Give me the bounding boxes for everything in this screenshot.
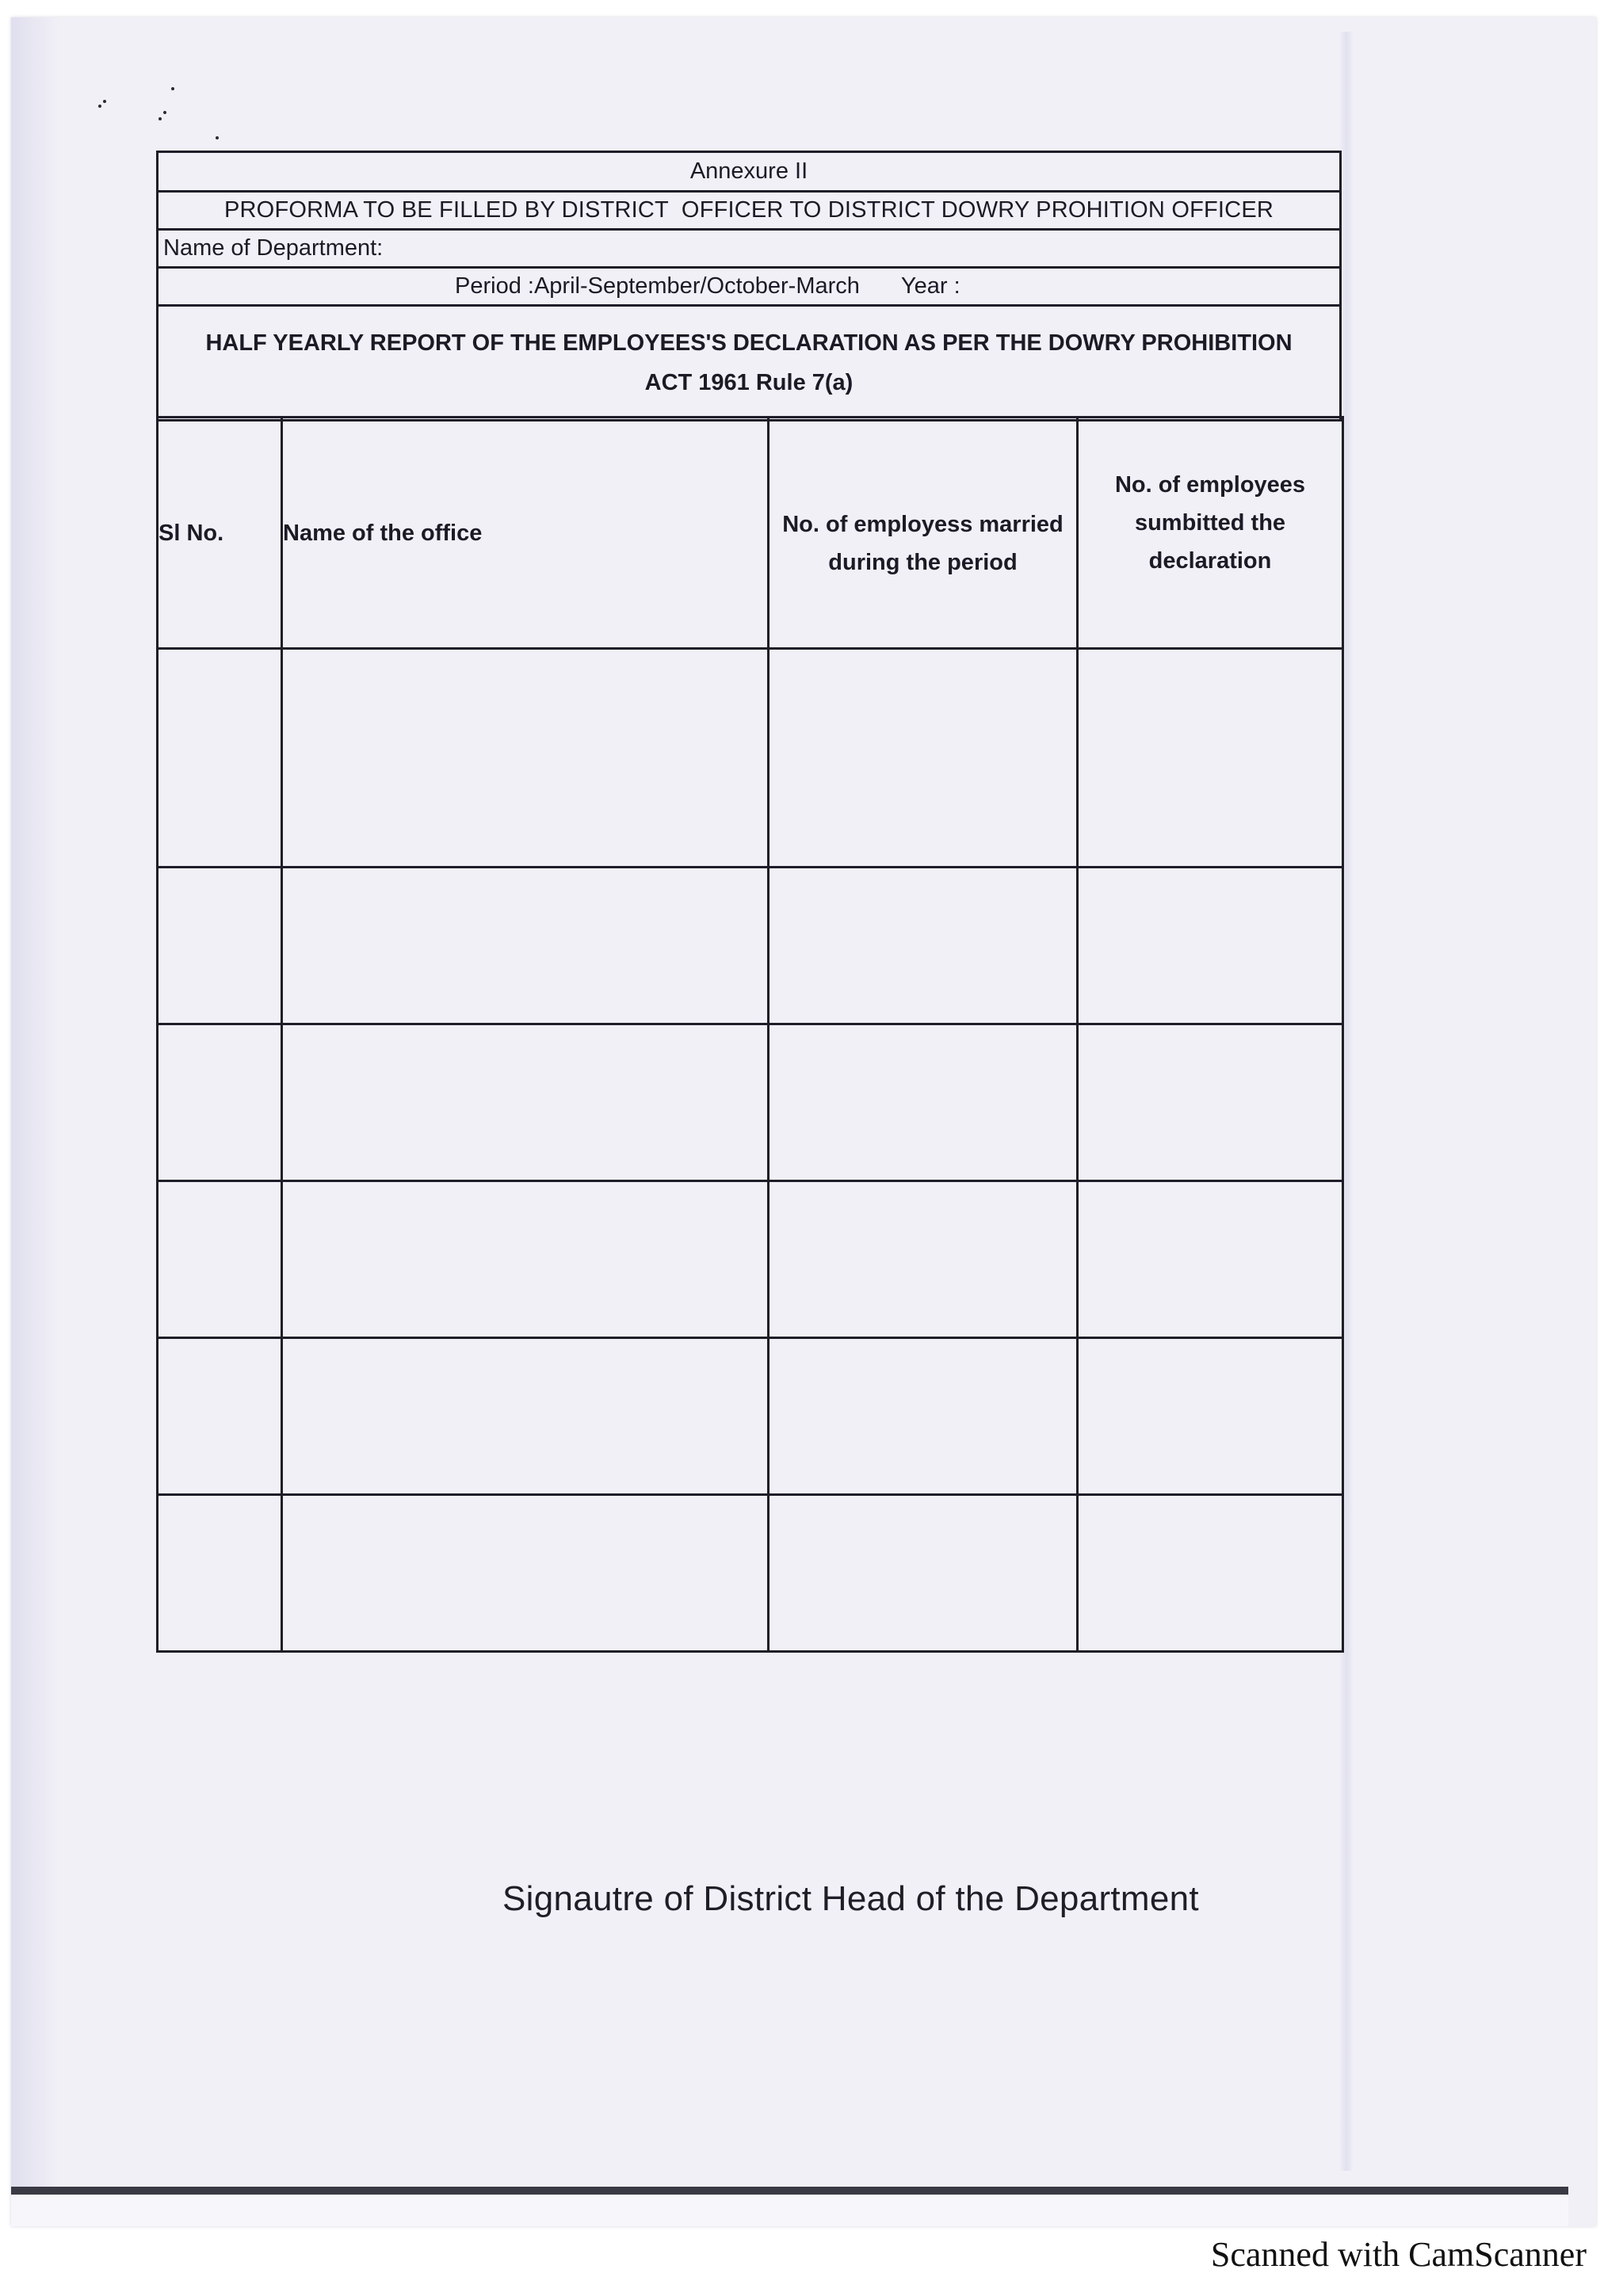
- proforma-row: [158, 193, 1339, 231]
- table-cell-declared[interactable]: [1078, 1181, 1343, 1338]
- table-cell-declared[interactable]: [1078, 649, 1343, 868]
- report-table: [156, 416, 1344, 1653]
- paper-bottom-edge: [11, 2187, 1568, 2195]
- table-row: [158, 649, 1343, 868]
- period-label: Period :April-September/October-March: [455, 273, 860, 299]
- period-row[interactable]: [158, 269, 1339, 307]
- table-cell-declared[interactable]: [1078, 1338, 1343, 1495]
- department-row[interactable]: [158, 231, 1339, 269]
- report-title-row: [158, 307, 1339, 419]
- speck: [98, 105, 101, 108]
- proforma-title: PROFORMA TO BE FILLED BY DISTRICT OFFICER TO DISTRICT DOWRY PROHITION OFFICER: [224, 197, 1274, 223]
- table-cell-sl-no[interactable]: [158, 1024, 282, 1181]
- table-cell-married[interactable]: [769, 1495, 1078, 1652]
- table-cell-married[interactable]: [769, 1338, 1078, 1495]
- table-cell-married[interactable]: [769, 868, 1078, 1024]
- table-cell-office-name[interactable]: [282, 649, 769, 868]
- table-row: [158, 1338, 1343, 1495]
- column-header-married-text: No. of employess married during the period: [782, 511, 1064, 575]
- table-cell-office-name[interactable]: [282, 868, 769, 1024]
- speck: [171, 87, 174, 90]
- table-row: [158, 868, 1343, 1024]
- table-header-row: [158, 418, 1343, 649]
- table-cell-sl-no[interactable]: [158, 649, 282, 868]
- annexure-row: [158, 153, 1339, 193]
- paper-underlay: [11, 2195, 1568, 2226]
- speck: [163, 111, 166, 114]
- table-cell-sl-no[interactable]: [158, 1495, 282, 1652]
- table-cell-married[interactable]: [769, 649, 1078, 868]
- table-cell-sl-no[interactable]: [158, 868, 282, 1024]
- table-cell-office-name[interactable]: [282, 1495, 769, 1652]
- column-header-declared: [1078, 418, 1343, 649]
- table-cell-declared[interactable]: [1078, 1495, 1343, 1652]
- proforma-header-block: [156, 151, 1342, 421]
- report-title-line1: HALF YEARLY REPORT OF THE EMPLOYEES'S DECLARATION AS PER THE DOWRY PROHIBITION: [205, 330, 1293, 356]
- table-cell-declared[interactable]: [1078, 868, 1343, 1024]
- table-row: [158, 1024, 1343, 1181]
- speck: [103, 100, 106, 103]
- table-cell-office-name[interactable]: [282, 1024, 769, 1181]
- table-row: [158, 1181, 1343, 1338]
- speck: [158, 117, 162, 120]
- department-label: Name of Department:: [163, 235, 384, 261]
- table-cell-declared[interactable]: [1078, 1024, 1343, 1181]
- report-table-container: [156, 416, 1342, 1653]
- report-title-line2: ACT 1961 Rule 7(a): [644, 370, 854, 395]
- column-header-office-name: Name of the office: [282, 418, 769, 649]
- column-header-sl-no: Sl No.: [158, 418, 282, 649]
- speck: [216, 136, 219, 139]
- table-cell-office-name[interactable]: [282, 1181, 769, 1338]
- table-cell-sl-no[interactable]: [158, 1338, 282, 1495]
- scan-specks: [95, 87, 238, 151]
- table-cell-office-name[interactable]: [282, 1338, 769, 1495]
- table-cell-sl-no[interactable]: [158, 1181, 282, 1338]
- paper-shadow: [11, 17, 59, 2226]
- column-header-married: [769, 418, 1078, 649]
- table-cell-married[interactable]: [769, 1024, 1078, 1181]
- signature-label: Signautre of District Head of the Department: [502, 1879, 1199, 1918]
- column-header-declared-text: No. of employees sumbitted the declaration: [1114, 471, 1306, 574]
- table-row: [158, 1495, 1343, 1652]
- table-cell-married[interactable]: [769, 1181, 1078, 1338]
- camscanner-watermark: Scanned with CamScanner: [1210, 2235, 1587, 2274]
- annexure-title: Annexure II: [689, 158, 808, 184]
- year-label: Year :: [900, 273, 960, 299]
